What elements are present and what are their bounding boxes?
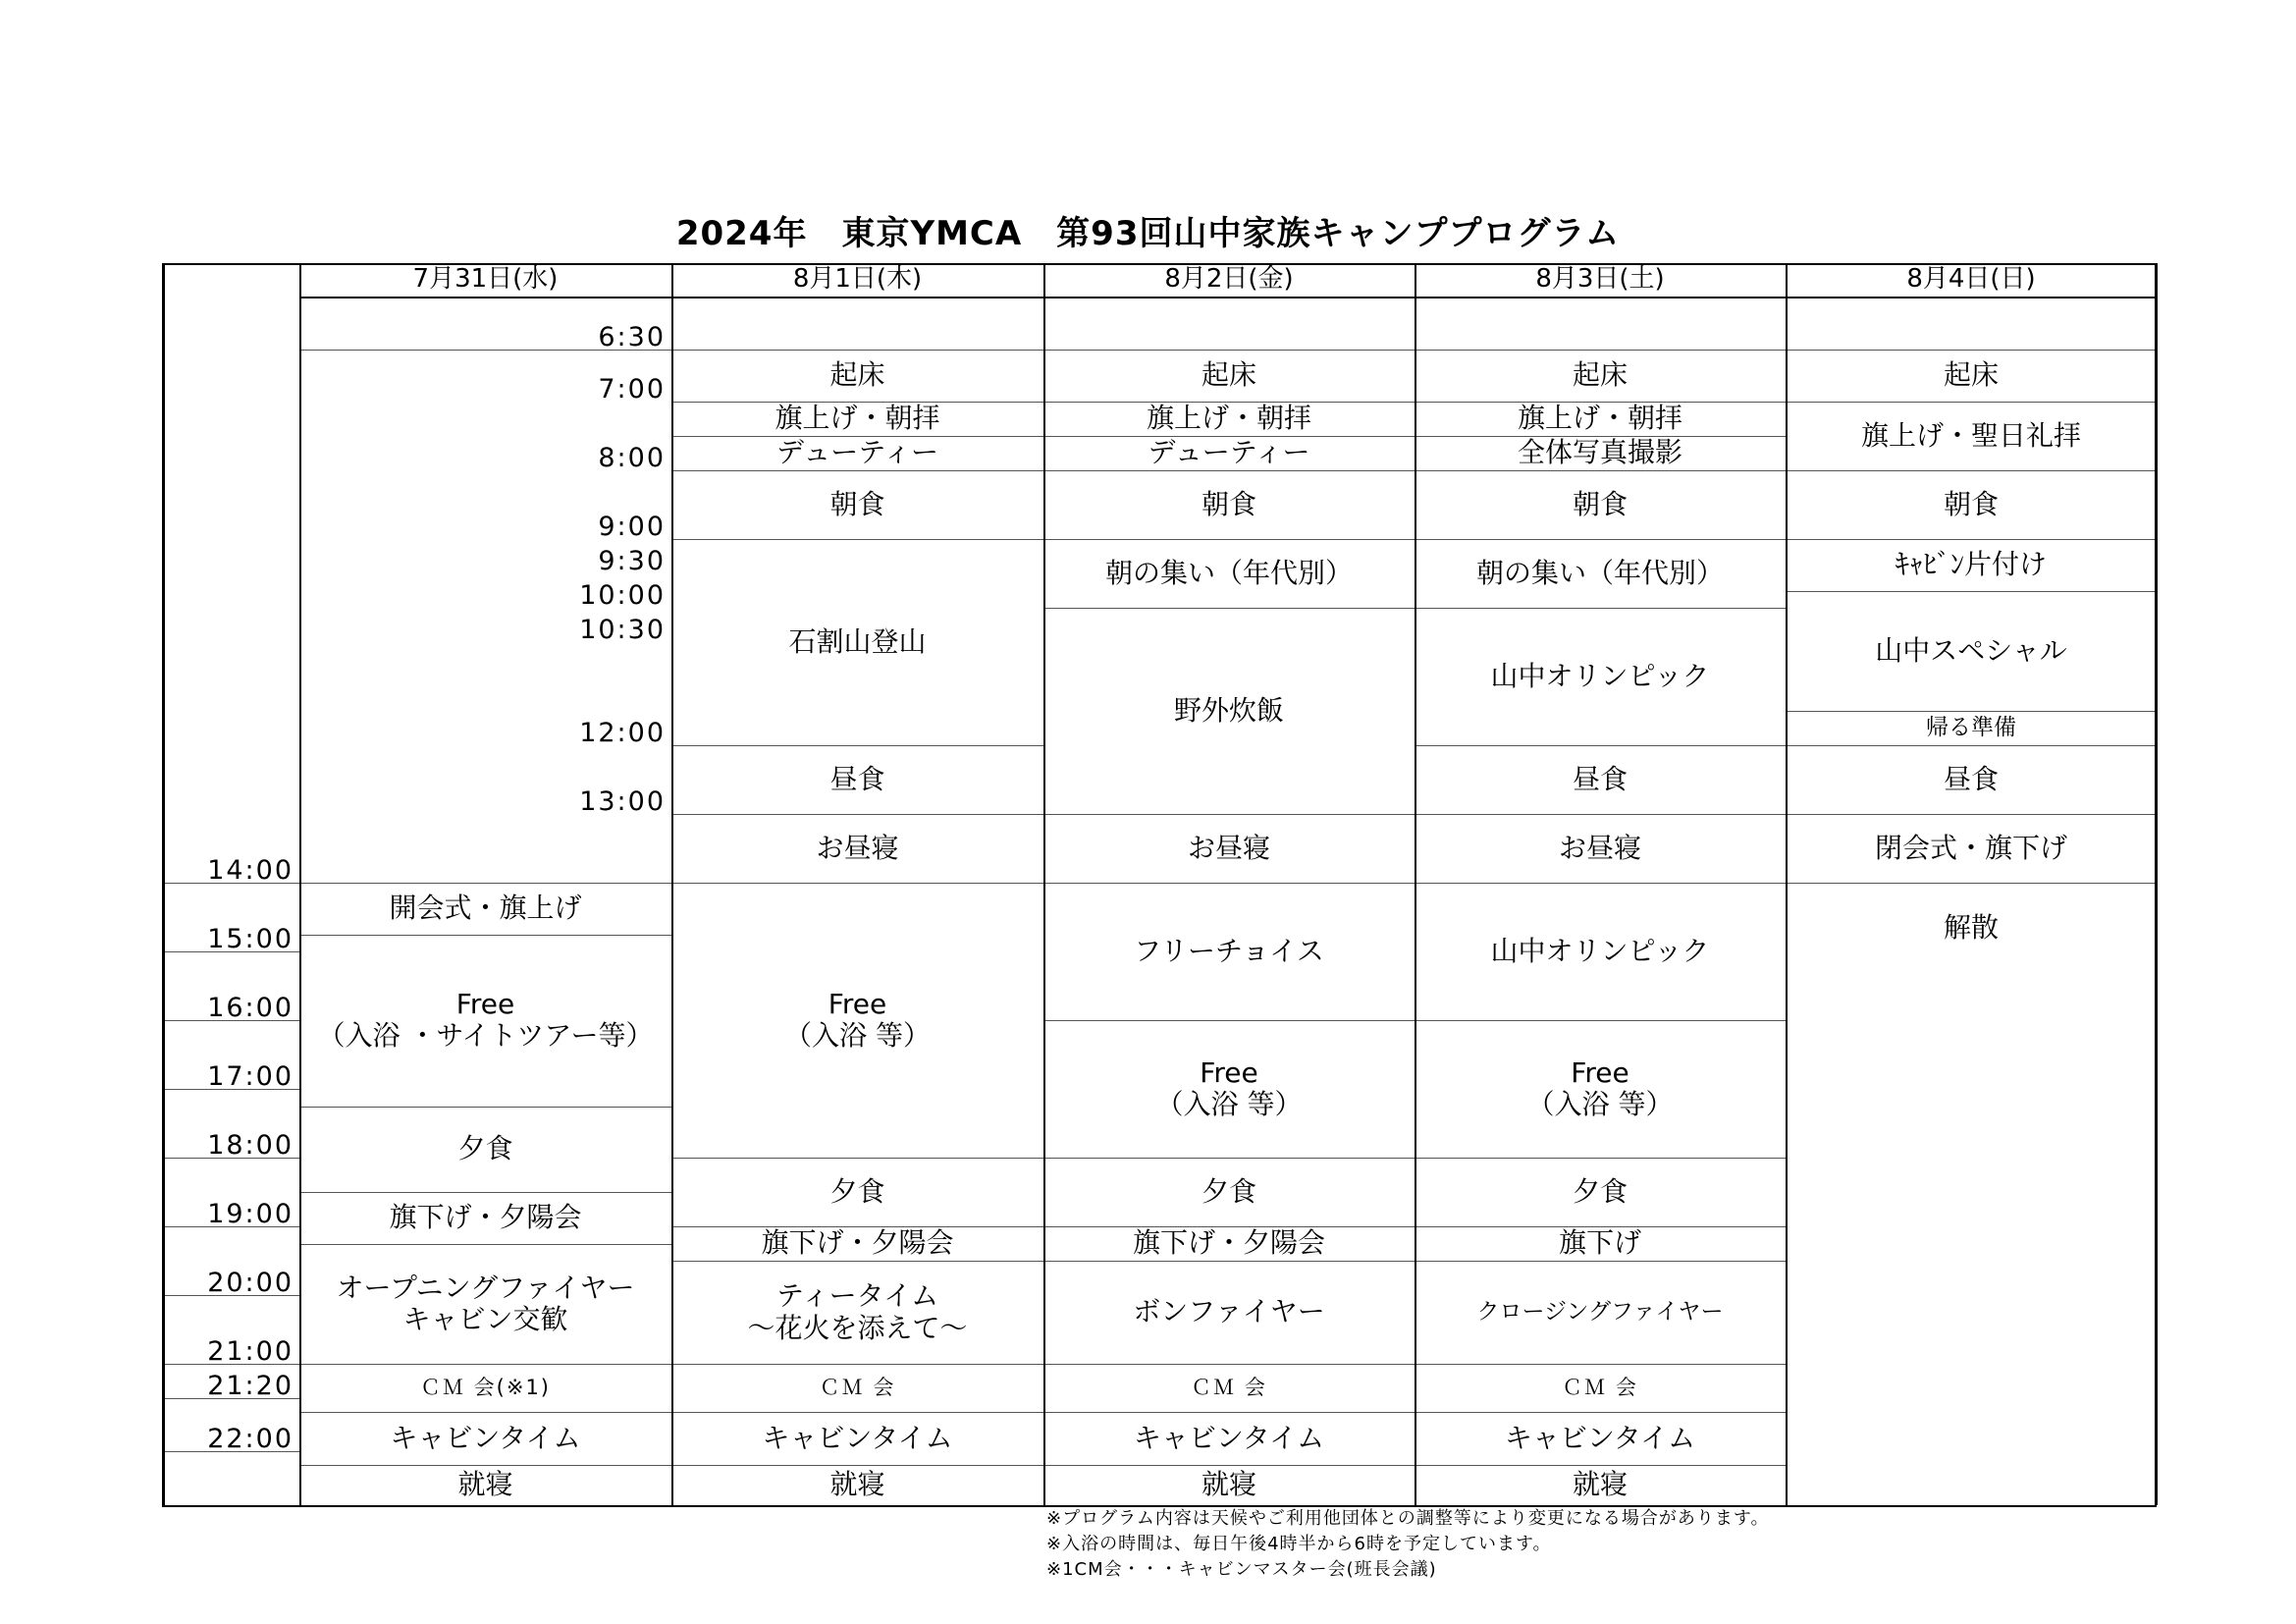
footnote: ※1CM会・・・キャビンマスター会(班長会議) xyxy=(1046,1559,1437,1580)
day-header: 8月4日(日) xyxy=(1906,264,2036,295)
grid-line xyxy=(1415,402,1786,403)
grid-line xyxy=(1786,883,2157,884)
grid-line xyxy=(1786,745,2157,746)
block-text: 昼食 xyxy=(1572,762,1628,795)
grid-line xyxy=(162,883,299,884)
grid-line xyxy=(1415,539,1786,540)
schedule-block xyxy=(671,436,1043,470)
grid-line xyxy=(1043,539,1415,540)
grid-line xyxy=(1786,711,2157,712)
grid-line xyxy=(1415,350,1786,351)
schedule-block xyxy=(1786,402,2157,470)
block-text: 起床 xyxy=(1201,358,1256,392)
block-text: （入浴 等） xyxy=(784,1019,931,1052)
schedule-block xyxy=(671,745,1043,814)
schedule-block xyxy=(1786,883,2157,1505)
block-text: キャビン交歓 xyxy=(402,1302,568,1335)
block-text: お昼寝 xyxy=(1558,831,1641,864)
block-text: お昼寝 xyxy=(816,831,899,864)
schedule-block xyxy=(1415,1226,1786,1261)
block-text: 夕食 xyxy=(1201,1174,1256,1208)
footnotes xyxy=(1046,1506,1769,1583)
grid-line xyxy=(162,1295,299,1296)
grid-line xyxy=(1786,402,2157,403)
grid-line xyxy=(1415,1261,1786,1262)
block-text: 山中オリンピック xyxy=(1490,934,1710,967)
grid-line xyxy=(671,1261,1043,1262)
grid-line xyxy=(671,1364,1043,1365)
block-text: 旗下げ xyxy=(1558,1226,1641,1260)
block-text: 就寝 xyxy=(1572,1468,1628,1501)
block-text: Free xyxy=(455,987,515,1020)
schedule-block xyxy=(1415,1261,1786,1364)
time-label: 19:00 xyxy=(207,1199,294,1229)
grid-line xyxy=(1415,470,1786,471)
schedule-block xyxy=(671,1364,1043,1412)
block-text: キャビンタイム xyxy=(1133,1421,1325,1454)
grid-line xyxy=(299,1364,671,1365)
grid-line xyxy=(671,1465,1043,1466)
time-label: 18:00 xyxy=(207,1130,294,1161)
block-text: 夕食 xyxy=(829,1174,885,1208)
time-label: 17:00 xyxy=(207,1061,294,1092)
block-text: ～花火を添えて～ xyxy=(747,1311,968,1344)
block-text: 起床 xyxy=(1572,358,1628,392)
schedule-block xyxy=(1415,539,1786,608)
schedule-block xyxy=(671,1465,1043,1505)
block-text: キャビンタイム xyxy=(1504,1421,1696,1454)
grid-line xyxy=(1415,608,1786,609)
schedule-block xyxy=(671,350,1043,402)
grid-line xyxy=(671,814,1043,815)
schedule-block xyxy=(1043,1158,1415,1226)
block-text: 旗上げ・朝拝 xyxy=(1517,402,1682,435)
grid-line xyxy=(671,470,1043,471)
grid-line xyxy=(1043,1158,1415,1159)
schedule-block xyxy=(1786,745,2157,814)
schedule-block xyxy=(1786,814,2157,883)
block-text: 昼食 xyxy=(829,762,885,795)
grid-line xyxy=(1043,1261,1415,1262)
block-text: ｷｬﾋﾞﾝ片付け xyxy=(1895,548,2047,581)
schedule-block xyxy=(671,1158,1043,1226)
schedule-block xyxy=(1043,1020,1415,1158)
grid-line xyxy=(1415,1158,1786,1159)
grid-line xyxy=(671,402,1043,403)
grid-line xyxy=(1415,1364,1786,1365)
schedule-block xyxy=(671,1226,1043,1261)
block-text: （入浴 等） xyxy=(1155,1088,1303,1120)
schedule-block xyxy=(299,1465,671,1505)
grid-line xyxy=(1415,436,1786,437)
block-text: ボンファイヤー xyxy=(1133,1295,1325,1328)
day-header: 8月2日(金) xyxy=(1164,264,1294,295)
day-header: 7月31日(水) xyxy=(412,264,559,295)
grid-line xyxy=(299,935,671,936)
schedule-block xyxy=(1786,711,2157,745)
schedule-block xyxy=(1043,350,1415,402)
grid-line xyxy=(299,297,2157,298)
grid-line xyxy=(2155,263,2158,1505)
grid-line xyxy=(1786,814,2157,815)
block-text: ＣＭ 会 xyxy=(819,1376,896,1400)
grid-line xyxy=(1043,470,1415,471)
block-text: 朝食 xyxy=(1943,487,1999,520)
grid-line xyxy=(162,263,2157,265)
grid-line xyxy=(162,1398,299,1399)
day-header: 8月3日(土) xyxy=(1535,264,1665,295)
grid-line xyxy=(162,1089,299,1090)
time-label: 16:00 xyxy=(207,993,294,1023)
time-label: 21:20 xyxy=(207,1371,294,1401)
schedule-block xyxy=(671,883,1043,1158)
grid-line xyxy=(671,350,1043,351)
block-text: （入浴 ・サイトツアー等） xyxy=(317,1019,654,1052)
time-label: 22:00 xyxy=(207,1424,294,1454)
block-text: 旗上げ・聖日礼拝 xyxy=(1860,418,2081,452)
block-text: ＣＭ 会 xyxy=(1562,1376,1638,1400)
block-text: 朝食 xyxy=(1572,487,1628,520)
grid-line xyxy=(1043,436,1415,437)
block-text: デューティー xyxy=(1148,436,1310,469)
schedule-block xyxy=(299,1412,671,1465)
grid-line xyxy=(1043,1020,1415,1021)
schedule-block xyxy=(299,1192,671,1244)
grid-line xyxy=(1043,1412,1415,1413)
footnote: ※入浴の時間は、毎日午後4時半から6時を予定しています。 xyxy=(1046,1534,1552,1554)
block-text: 山中オリンピック xyxy=(1490,659,1710,692)
grid-line xyxy=(299,350,671,351)
block-text: 野外炊飯 xyxy=(1173,693,1284,727)
grid-line xyxy=(671,1226,1043,1227)
grid-line xyxy=(1043,608,1415,609)
schedule-block xyxy=(671,402,1043,436)
block-text: 旗下げ・夕陽会 xyxy=(1132,1226,1325,1260)
schedule-block xyxy=(1415,436,1786,470)
block-text: フリーチョイス xyxy=(1134,934,1324,967)
block-text: 朝の集い（年代別） xyxy=(1104,556,1353,589)
grid-line xyxy=(1415,263,1416,1505)
grid-line xyxy=(671,1158,1043,1159)
schedule-block xyxy=(1043,539,1415,608)
time-label: 15:00 xyxy=(207,924,294,954)
time-label: 13:00 xyxy=(579,786,666,817)
schedule-block xyxy=(671,1261,1043,1364)
block-text: 石割山登山 xyxy=(788,624,927,658)
block-text: 旗下げ・夕陽会 xyxy=(389,1201,582,1234)
block-text: 就寝 xyxy=(1201,1468,1256,1501)
schedule-block xyxy=(1415,745,1786,814)
schedule-block xyxy=(1415,1020,1786,1158)
schedule-block xyxy=(1043,436,1415,470)
block-text: キャビンタイム xyxy=(390,1421,581,1454)
schedule-block xyxy=(1786,539,2157,591)
grid-line xyxy=(1415,1412,1786,1413)
grid-line xyxy=(1043,1226,1415,1227)
schedule-block xyxy=(1415,402,1786,436)
schedule-block xyxy=(1043,402,1415,436)
time-label: 20:00 xyxy=(207,1268,294,1298)
schedule-block xyxy=(1415,470,1786,539)
block-text: 就寝 xyxy=(829,1468,885,1501)
grid-line xyxy=(162,263,165,1505)
grid-line xyxy=(299,1107,671,1108)
schedule-block xyxy=(1415,883,1786,1020)
block-text: 朝食 xyxy=(829,487,885,520)
grid-line xyxy=(1043,402,1415,403)
schedule-block xyxy=(1043,1226,1415,1261)
block-text: お昼寝 xyxy=(1187,831,1270,864)
grid-line xyxy=(299,263,301,1505)
grid-line xyxy=(671,745,1043,746)
grid-line xyxy=(1415,814,1786,815)
grid-line xyxy=(1043,263,1045,1505)
grid-line xyxy=(1415,1020,1786,1021)
schedule-block xyxy=(671,1412,1043,1465)
schedule-block xyxy=(1415,814,1786,883)
block-text: 旗下げ・夕陽会 xyxy=(761,1226,954,1260)
block-text: ＣＭ 会(※1) xyxy=(419,1376,552,1400)
time-label: 8:00 xyxy=(598,443,666,473)
grid-line xyxy=(1043,814,1415,815)
schedule-block xyxy=(299,1364,671,1412)
grid-line xyxy=(1043,350,1415,351)
block-text: 夕食 xyxy=(1572,1174,1628,1208)
schedule-block xyxy=(1415,608,1786,745)
block-text: クロージングファイヤー xyxy=(1476,1299,1724,1326)
time-label: 21:00 xyxy=(207,1336,294,1367)
time-label: 7:00 xyxy=(598,374,666,405)
block-text: デューティー xyxy=(776,436,938,469)
schedule-block xyxy=(1043,1412,1415,1465)
grid-line xyxy=(299,1244,671,1245)
time-label: 9:00 xyxy=(598,512,666,542)
grid-line xyxy=(1043,1364,1415,1365)
block-text: 全体写真撮影 xyxy=(1517,436,1682,469)
grid-line xyxy=(299,1412,671,1413)
grid-line xyxy=(299,883,671,884)
schedule-block xyxy=(1786,350,2157,402)
day-header: 8月1日(木) xyxy=(792,264,923,295)
grid-line xyxy=(1415,1465,1786,1466)
grid-line xyxy=(1415,883,1786,884)
grid-line xyxy=(1786,350,2157,351)
grid-line xyxy=(1043,1465,1415,1466)
block-text: ティータイム xyxy=(775,1279,939,1313)
block-text: Free xyxy=(828,987,887,1020)
schedule-block xyxy=(1043,1261,1415,1364)
grid-line xyxy=(671,436,1043,437)
block-text: Free xyxy=(1200,1056,1258,1089)
block-text: キャビンタイム xyxy=(762,1421,953,1454)
grid-line xyxy=(671,883,1043,884)
schedule-block xyxy=(299,1107,671,1193)
grid-line xyxy=(299,1465,671,1466)
grid-line xyxy=(671,263,673,1505)
time-label: 9:30 xyxy=(598,546,666,576)
block-text: 解散 xyxy=(1943,911,1999,944)
schedule-block xyxy=(671,470,1043,539)
grid-line xyxy=(162,1020,299,1021)
block-text: 山中スペシャル xyxy=(1875,633,2067,667)
grid-line xyxy=(162,951,299,952)
schedule-block xyxy=(1415,350,1786,402)
schedule-block xyxy=(299,1244,671,1365)
grid-line xyxy=(162,1364,299,1365)
schedule-block xyxy=(1415,1412,1786,1465)
block-text: ＣＭ 会 xyxy=(1191,1376,1267,1400)
block-text: 旗上げ・朝拝 xyxy=(774,402,940,435)
schedule-block xyxy=(1415,1158,1786,1226)
schedule-block xyxy=(1415,1465,1786,1505)
grid-line xyxy=(671,539,1043,540)
block-text: オープニングファイヤー xyxy=(336,1271,635,1304)
schedule-block xyxy=(1786,470,2157,539)
grid-line xyxy=(1786,539,2157,540)
time-label: 10:00 xyxy=(579,580,666,611)
schedule-block xyxy=(1043,814,1415,883)
grid-line xyxy=(1786,591,2157,592)
page-title: 2024年 東京YMCA 第93回山中家族キャンププログラム xyxy=(675,214,1621,253)
grid-line xyxy=(162,1226,299,1227)
schedule-block xyxy=(299,935,671,1107)
time-label: 14:00 xyxy=(207,855,294,886)
block-text: 朝食 xyxy=(1201,487,1256,520)
grid-line xyxy=(162,1451,299,1452)
grid-line xyxy=(1786,263,1788,1505)
grid-line xyxy=(1415,1226,1786,1227)
block-text: Free xyxy=(1571,1056,1629,1089)
block-text: 起床 xyxy=(829,358,885,392)
schedule-block xyxy=(1043,1364,1415,1412)
block-text: 就寝 xyxy=(457,1468,513,1501)
footnote: ※プログラム内容は天候やご利用他団体との調整等により変更になる場合があります。 xyxy=(1046,1508,1770,1529)
block-text: 旗上げ・朝拝 xyxy=(1146,402,1311,435)
schedule-block xyxy=(1786,591,2157,712)
block-text: 帰る準備 xyxy=(1926,715,2016,741)
grid-line xyxy=(1415,745,1786,746)
grid-line xyxy=(162,1158,299,1159)
schedule-block xyxy=(299,883,671,935)
block-text: 朝の集い（年代別） xyxy=(1475,556,1724,589)
schedule-block xyxy=(1043,883,1415,1020)
block-text: 開会式・旗上げ xyxy=(389,892,582,925)
grid-line xyxy=(299,1192,671,1193)
time-label: 12:00 xyxy=(579,718,666,748)
block-text: 夕食 xyxy=(457,1132,513,1165)
schedule-block xyxy=(1043,470,1415,539)
time-label: 6:30 xyxy=(598,322,666,352)
time-label: 10:30 xyxy=(579,615,666,645)
schedule-block xyxy=(1043,608,1415,814)
schedule-block xyxy=(1415,1364,1786,1412)
block-text: 起床 xyxy=(1943,358,1999,392)
schedule-block xyxy=(671,814,1043,883)
grid-line xyxy=(1043,883,1415,884)
block-text: 昼食 xyxy=(1943,762,1999,795)
block-text: 閉会式・旗下げ xyxy=(1874,831,2067,864)
block-text: （入浴 等） xyxy=(1526,1088,1674,1120)
schedule-block xyxy=(1043,1465,1415,1505)
grid-line xyxy=(671,1412,1043,1413)
grid-line xyxy=(1786,470,2157,471)
schedule-block xyxy=(671,539,1043,745)
